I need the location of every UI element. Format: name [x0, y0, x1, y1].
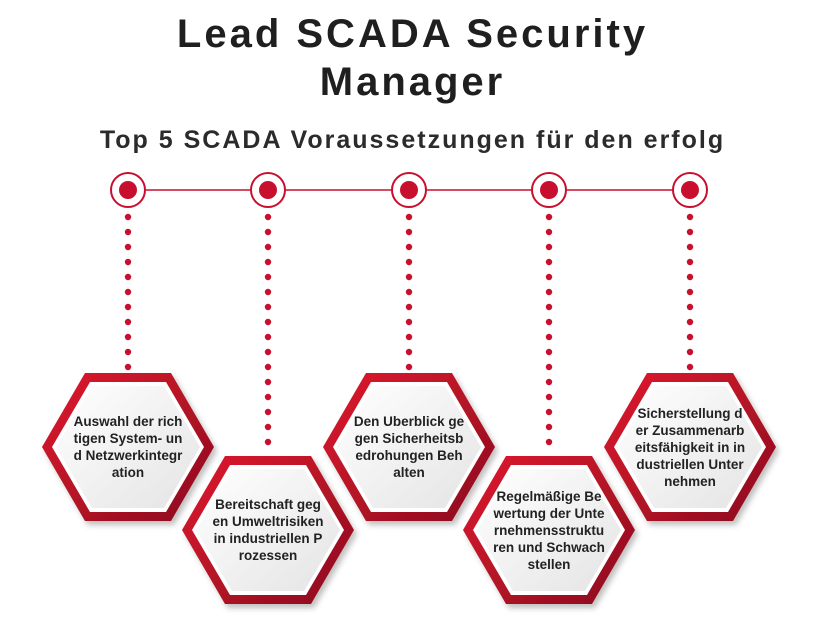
connector-dot: [687, 244, 693, 250]
connector-dot: [546, 379, 552, 385]
connector-dot: [125, 214, 131, 220]
connector-dot: [125, 364, 131, 370]
connector-dot: [265, 424, 271, 430]
hexagon-label: Den Uberblick gegen Sicherheitsbedrohungen Behalten: [353, 414, 465, 480]
connector-dot: [125, 244, 131, 250]
connector-dot: [687, 289, 693, 295]
connector-dot: [406, 349, 412, 355]
connector-dot: [125, 334, 131, 340]
connector-dot: [125, 349, 131, 355]
connector-dot: [546, 394, 552, 400]
connector-dot: [406, 334, 412, 340]
connector-dot: [265, 214, 271, 220]
connector-dot: [265, 364, 271, 370]
connector-dot: [265, 409, 271, 415]
connector-dot: [125, 274, 131, 280]
connector-dot: [546, 259, 552, 265]
connector-dot: [125, 229, 131, 235]
connector-dot: [406, 229, 412, 235]
timeline-node-dot: [119, 181, 137, 199]
connector-dot: [687, 274, 693, 280]
connector-dot: [265, 289, 271, 295]
page-subtitle: Top 5 SCADA Voraussetzungen für den erfolg: [99, 126, 726, 154]
connector-dot: [406, 304, 412, 310]
title-line-2: Manager: [319, 60, 506, 104]
connector-dot: [265, 379, 271, 385]
connector-dot: [125, 259, 131, 265]
connector-dot: [687, 319, 693, 325]
connector-dot: [546, 439, 552, 445]
hexagon-label: Sicherstellung der Zusammenarbeitsfähigkeit in industriellen Unternehmen: [634, 405, 746, 489]
connector-dot: [546, 229, 552, 235]
connector-dot: [546, 349, 552, 355]
connector-dot: [265, 319, 271, 325]
connector-dot: [546, 409, 552, 415]
connector-dot: [687, 259, 693, 265]
connector-dot: [546, 274, 552, 280]
connector-dot: [546, 424, 552, 430]
connector-dot: [265, 229, 271, 235]
connector-dot: [406, 364, 412, 370]
hexagon-label: Regelmäßige Bewertung der Unternehmensstrukturen und Schwachstellen: [493, 488, 605, 572]
timeline-node-dot: [681, 181, 699, 199]
timeline-node-dot: [540, 181, 558, 199]
connector-dot: [265, 394, 271, 400]
connector-dot: [546, 214, 552, 220]
connector-dot: [406, 274, 412, 280]
connector-dot: [265, 349, 271, 355]
connector-dot: [406, 244, 412, 250]
connector-dot: [687, 349, 693, 355]
connector-dot: [546, 244, 552, 250]
connector-dot: [406, 214, 412, 220]
hexagon-label: Auswahl der richtigen System- und Netzwerkintegration: [73, 414, 183, 480]
connector-dot: [125, 319, 131, 325]
connector-dot: [265, 304, 271, 310]
connector-dot: [546, 364, 552, 370]
connector-dot: [265, 334, 271, 340]
connector-dot: [687, 304, 693, 310]
connector-dot: [406, 319, 412, 325]
connector-dot: [125, 289, 131, 295]
connector-dot: [265, 259, 271, 265]
connector-dot: [265, 274, 271, 280]
timeline-node-dot: [259, 181, 277, 199]
connector-dot: [265, 439, 271, 445]
connector-dot: [546, 319, 552, 325]
connector-dot: [687, 229, 693, 235]
connector-dot: [265, 244, 271, 250]
connector-dot: [687, 364, 693, 370]
connector-dot: [406, 289, 412, 295]
connector-dot: [546, 304, 552, 310]
connector-dot: [687, 214, 693, 220]
connector-dot: [546, 334, 552, 340]
connector-dot: [546, 289, 552, 295]
connector-dot: [687, 334, 693, 340]
connector-dot: [125, 304, 131, 310]
title-line-1: Lead SCADA Security: [176, 12, 649, 56]
connector-dot: [406, 259, 412, 265]
timeline-node-dot: [400, 181, 418, 199]
hexagon-label: Bereitschaft gegen Umweltrisiken in industriellen Prozessen: [212, 497, 324, 563]
